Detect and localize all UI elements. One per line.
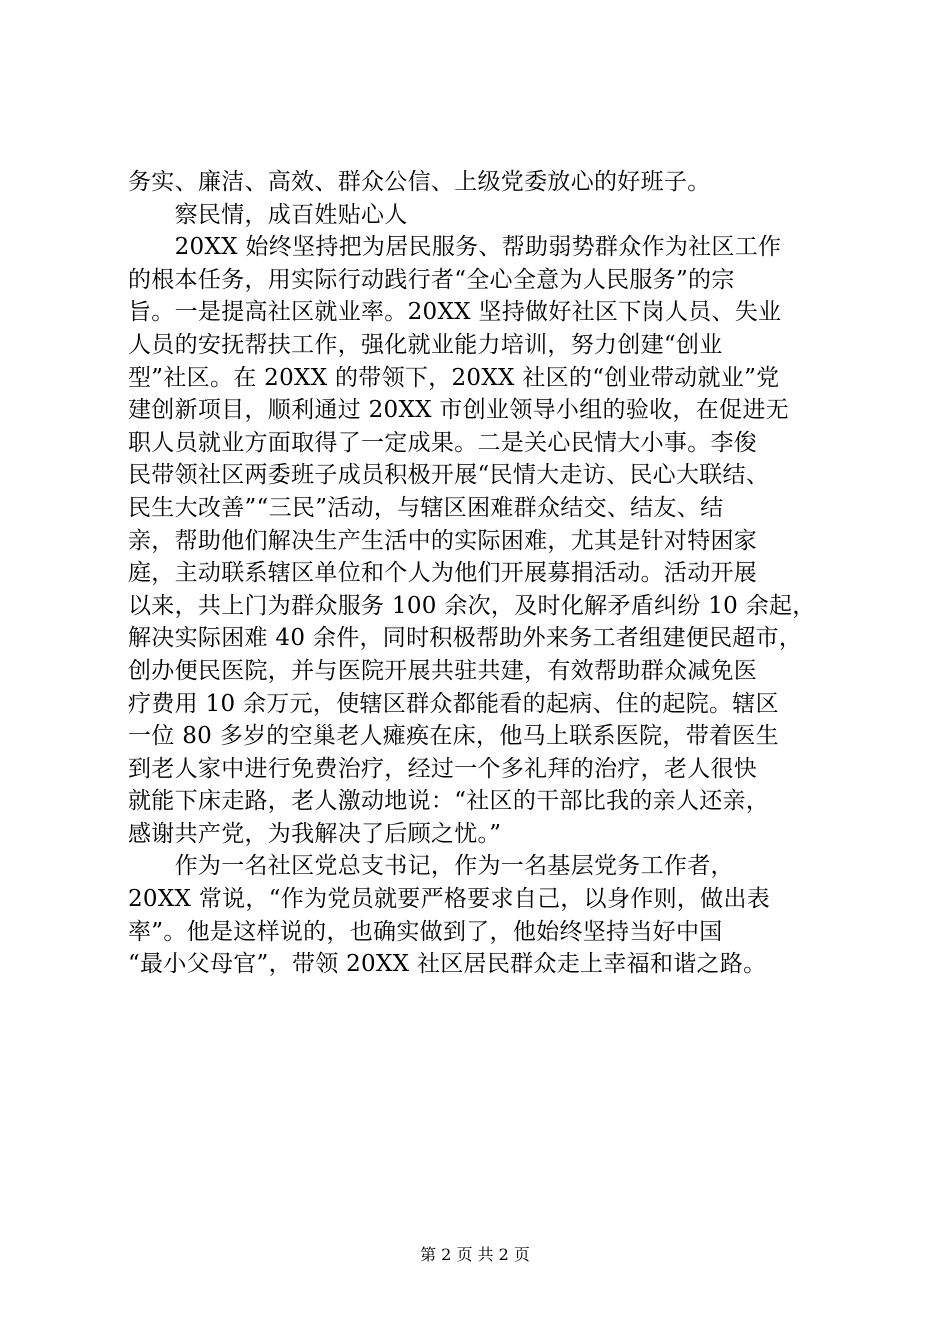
text-line: 创办便民医院，并与医院开展共驻共建，有效帮助群众减免医 [128,657,758,684]
text-line: 旨。一是提高社区就业率。20XX 坚持做好社区下岗人员、失业 [128,299,782,326]
text-line: 庭，主动联系辖区单位和个人为他们开展募捐活动。活动开展 [128,560,758,587]
text-line: 感谢共产党，为我解决了后顾之忧。” [128,820,502,847]
text-line: 亲，帮助他们解决生产生活中的实际困难，尤其是针对特困家 [128,527,758,554]
text-line: 人员的安抚帮扶工作，强化就业能力培训，努力创建“创业 [128,331,723,358]
text-line: “最小父母官”，带领 20XX 社区居民群众走上幸福和谐之路。 [128,951,767,978]
text-line: 就能下床走路，老人激动地说：“社区的干部比我的亲人还亲， [128,788,770,815]
section-heading: 察民情，成百姓贴心人 [128,201,408,228]
text-line: 型”社区。在 20XX 的带领下，20XX 社区的“创业带动就业”党 [128,364,780,391]
text-line: 疗费用 10 余万元，使辖区群众都能看的起病、住的起院。辖区 [128,690,779,717]
text-line: 民生大改善”“三民”活动，与辖区困难群众结交、结友、结 [128,494,724,521]
text-line: 务实、廉洁、高效、群众公信、上级党委放心的好班子。 [128,169,711,195]
text-line: 民带领社区两委班子成员积极开展“民情大走访、民心大联结、 [128,462,770,489]
text-line: 建创新项目，顺利通过 20XX 市创业领导小组的验收，在促进无 [128,397,789,424]
text-line: 作为一名社区党总支书记，作为一名基层党务工作者， [128,853,734,880]
text-line: 到老人家中进行免费治疗，经过一个多礼拜的治疗，老人很快 [128,755,758,782]
text-line: 一位 80 多岁的空巢老人瘫痪在床，他马上联系医院，带着医生 [128,723,779,750]
text-line: 20XX 常说，“作为党员就要严格要求自己，以身作则，做出表 [128,886,771,913]
text-line: 解决实际困难 40 余件，同时积极帮助外来务工者组建便民超市， [128,625,803,652]
text-line: 以来，共上门为群众服务 100 余次，及时化解矛盾纠纷 10 余起， [128,592,816,619]
text-line: 20XX 始终坚持把为居民服务、帮助弱势群众作为社区工作 [128,234,782,261]
text-line: 职人员就业方面取得了一定成果。二是关心民情大小事。李俊 [128,429,758,456]
document-body [128,166,828,981]
page-number-footer: 第 2 页 共 2 页 [420,1245,530,1264]
text-line: 的根本任务，用实际行动践行者“全心全意为人民服务”的宗 [128,266,735,293]
text-line: 率”。他是这样说的，也确实做到了，他始终坚持当好中国 [128,918,723,945]
